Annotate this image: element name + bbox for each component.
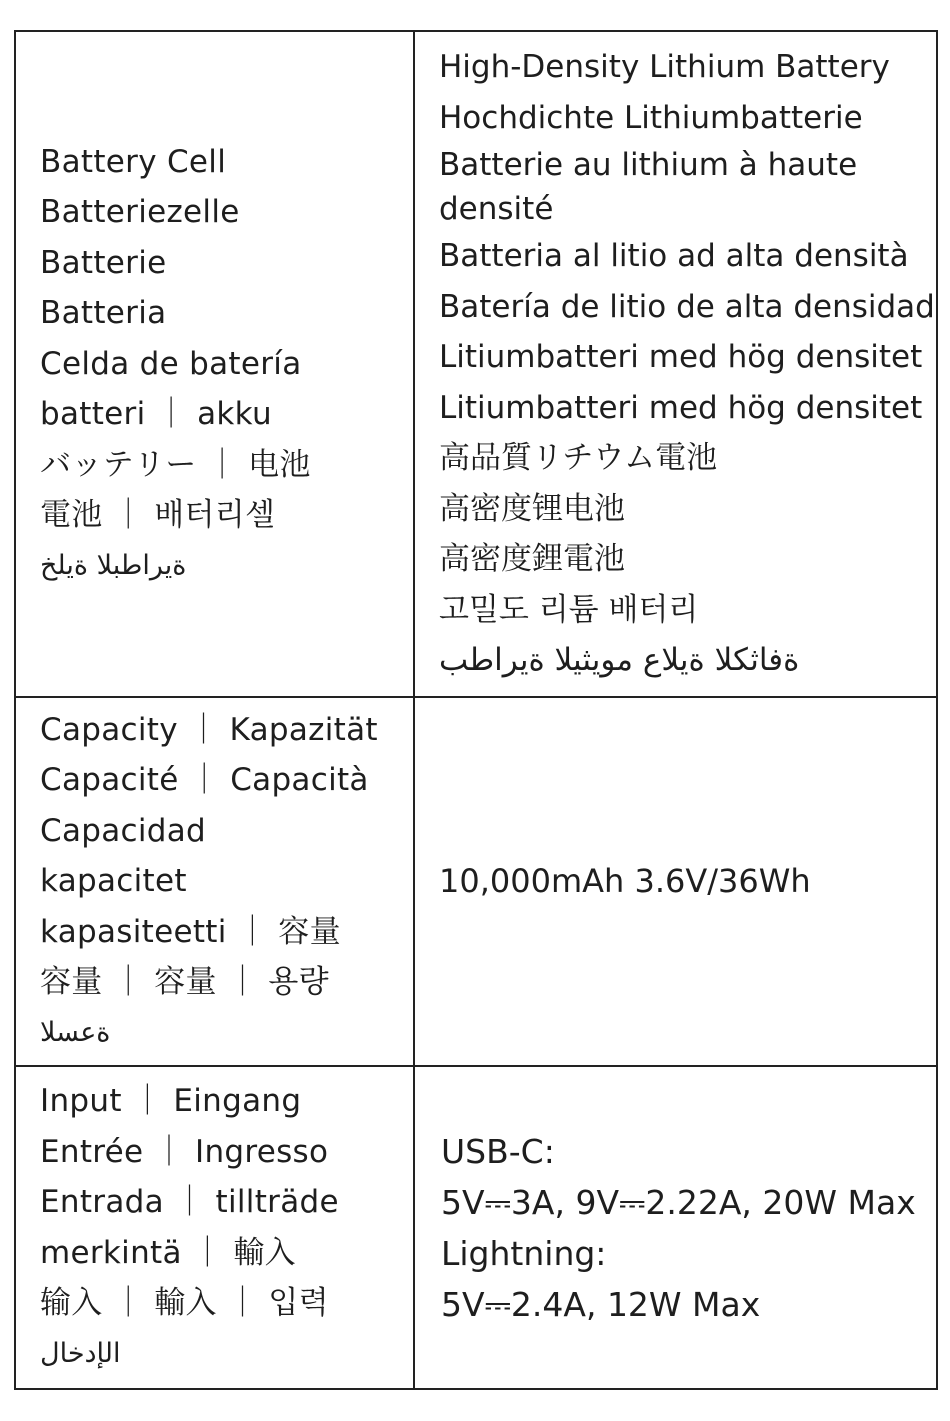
label-line: Capacité ｜ Capacità	[40, 762, 369, 799]
label-line: Input ｜ Eingang	[40, 1083, 302, 1119]
label-line: Entrada ｜ tillträde	[40, 1184, 339, 1220]
value-line-arabic: ةفاثكلا ةيلاع مويثيلا ةيراطب	[439, 642, 800, 679]
label-line: kapasiteetti ｜ 容量	[40, 913, 341, 950]
value-line: Batterie au lithium à haute	[439, 147, 858, 184]
value-line: High-Density Lithium Battery	[439, 49, 890, 86]
value-line: Batteria al litio ad alta densità	[439, 238, 909, 275]
label-line-arabic: الإدخال	[40, 1337, 121, 1369]
table-row-battery-cell	[15, 31, 937, 697]
label-cell-capacity	[15, 697, 414, 1066]
value-line: densité	[439, 191, 554, 228]
label-line: kapacitet	[40, 863, 187, 900]
value-line: 고밀도 리튬 배터리	[439, 591, 699, 628]
value-line: 高密度鋰電池	[439, 541, 625, 578]
value-line: 高品質リチウム電池	[439, 440, 718, 477]
value-line: Batería de litio de alta densidad	[439, 288, 935, 325]
value-line: Litiumbatteri med hög densitet	[439, 389, 923, 426]
label-line: merkintä ｜ 輸入	[40, 1234, 296, 1271]
value-line: Hochdichte Lithiumbatterie	[439, 99, 863, 136]
label-line: 電池 ｜ 배터리셀	[40, 497, 276, 534]
capacity-value: 10,000mAh 3.6V/36Wh	[439, 862, 811, 901]
label-cell-battery-cell	[15, 31, 414, 697]
table-row-input	[15, 1066, 937, 1389]
label-line-arabic: ةيراطبلا ةيلخ	[40, 549, 187, 581]
label-line: バッテリー ｜ 电池	[40, 446, 311, 483]
table-row-capacity	[15, 697, 937, 1066]
value-cell-battery-cell	[414, 31, 937, 697]
label-line: Entrée ｜ Ingresso	[40, 1133, 329, 1170]
value-line: Litiumbatteri med hög densitet	[439, 339, 923, 376]
label-line: Batterie	[40, 244, 167, 281]
value-line: 5V⎓3A, 9V⎓2.22A, 20W Max	[441, 1182, 916, 1222]
label-line: 容量 ｜ 容量 ｜ 용량	[40, 964, 329, 1001]
label-line: Batteria	[40, 295, 167, 332]
value-line: 5V⎓2.4A, 12W Max	[441, 1284, 761, 1324]
label-line: Battery Cell	[40, 143, 227, 180]
value-cell-input	[414, 1066, 937, 1389]
value-line: 高密度锂电池	[439, 490, 625, 527]
label-line: Batteriezelle	[40, 194, 240, 231]
label-line: Capacity ｜ Kapazität	[40, 711, 378, 748]
label-line: 输入 ｜ 輸入 ｜ 입력	[40, 1285, 329, 1321]
value-cell-capacity	[414, 697, 937, 1066]
label-line-arabic: ةعسلا	[40, 1016, 111, 1048]
value-line: Lightning:	[441, 1233, 607, 1273]
label-line: batteri ｜ akku	[40, 396, 272, 433]
label-cell-input	[15, 1066, 414, 1389]
value-line: USB-C:	[441, 1131, 555, 1171]
label-line: Capacidad	[40, 812, 207, 849]
label-line: Celda de batería	[40, 345, 302, 382]
spec-table	[14, 30, 938, 1390]
